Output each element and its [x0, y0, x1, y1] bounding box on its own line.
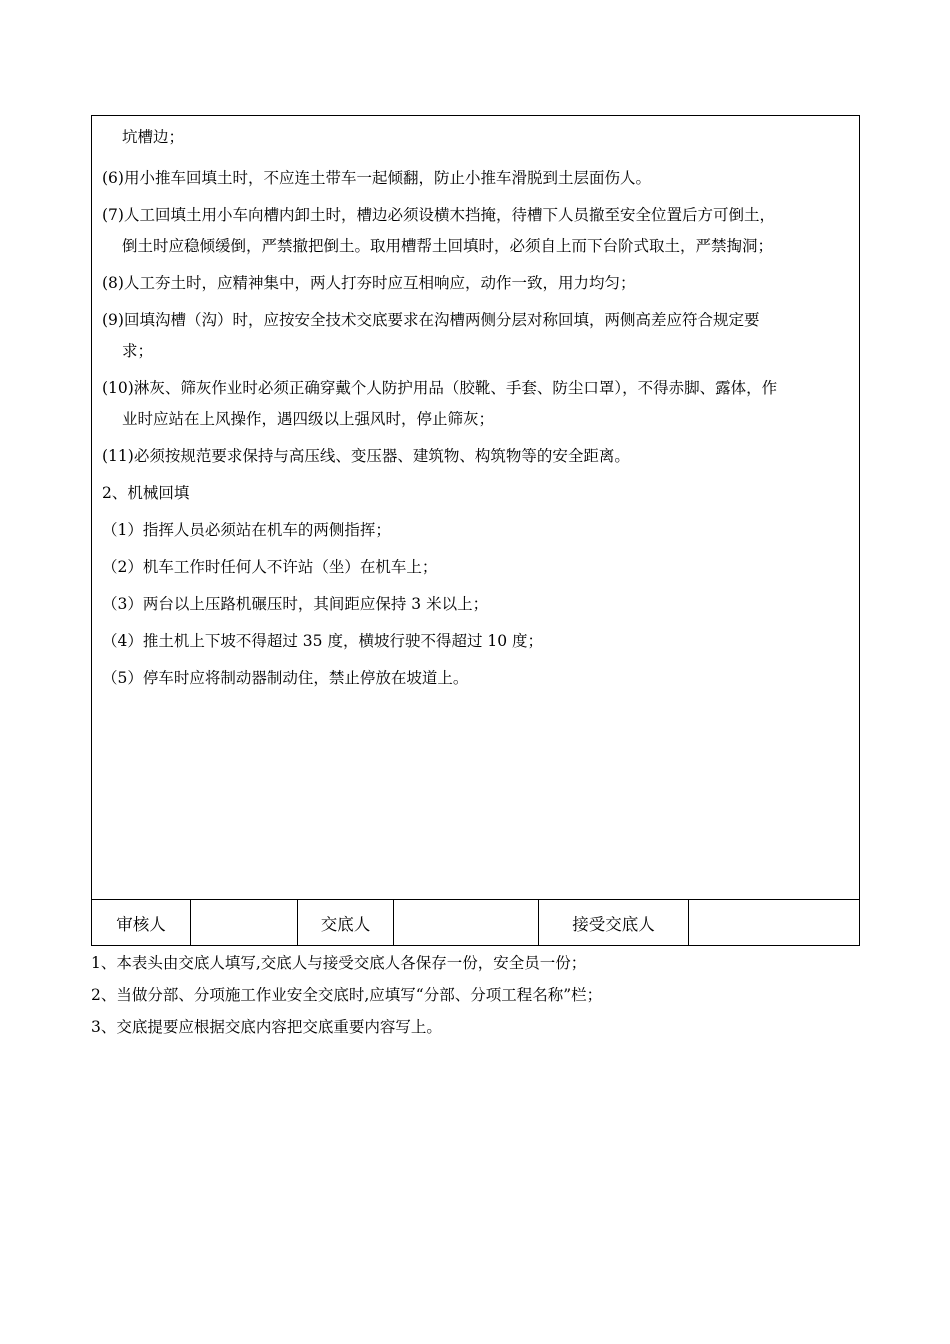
disclosure-form-table [91, 115, 860, 946]
content-line-6: 求； [122, 342, 154, 360]
content-line-11: （1）指挥人员必须站在机车的两侧指挥； [102, 521, 391, 539]
content-line-3: 倒土时应稳倾缓倒，严禁撤把倒土。取用槽帮土回填时，必须自上而下台阶式取土，严禁掏洞； [122, 237, 774, 255]
receiver-label: 接受交底人 [539, 900, 689, 946]
content-line-0: 坑槽边； [122, 128, 185, 146]
discloser-label: 交底人 [298, 900, 394, 946]
reviewer-label: 审核人 [92, 900, 191, 946]
content-line-1: (6)用小推车回填土时，不应连土带车一起倾翻，防止小推车滑脱到土层面伤人。 [102, 169, 651, 187]
section-heading-mechanical-backfill: 2、机械回填 [102, 484, 190, 502]
content-line-14: （4）推土机上下坡不得超过 35 度，横坡行驶不得超过 10 度； [102, 632, 544, 650]
signature-row [92, 900, 860, 946]
content-line-4: (8)人工夯土时，应精神集中，两人打夯时应互相响应，动作一致，用力均匀； [102, 274, 636, 292]
disclosure-content-cell [92, 116, 860, 900]
note-2: 2、当做分部、分项施工作业安全交底时,应填写“分部、分项工程名称”栏； [91, 986, 603, 1004]
content-line-15: （5）停车时应将制动器制动住，禁止停放在坡道上。 [102, 669, 469, 687]
discloser-field[interactable] [394, 900, 539, 946]
form-notes [91, 950, 871, 1046]
note-3: 3、交底提要应根据交底内容把交底重要内容写上。 [91, 1018, 442, 1036]
content-line-9: (11)必须按规范要求保持与高压线、变压器、建筑物、构筑物等的安全距离。 [102, 447, 630, 465]
note-1: 1、本表头由交底人填写,交底人与接受交底人各保存一份，安全员一份； [91, 954, 587, 972]
content-line-5: (9)回填沟槽（沟）时，应按安全技术交底要求在沟槽两侧分层对称回填，两侧高差应符合规定要 [102, 311, 760, 329]
content-line-12: （2）机车工作时任何人不许站（坐）在机车上； [102, 558, 438, 576]
receiver-field[interactable] [689, 900, 860, 946]
content-line-2: (7)人工回填土用小车向槽内卸土时，槽边必须设横木挡掩，待槽下人员撤至安全位置后方可倒土， [102, 206, 775, 224]
reviewer-field[interactable] [191, 900, 298, 946]
disclosure-content [92, 116, 859, 688]
content-line-8: 业时应站在上风操作，遇四级以上强风时，停止筛灰； [122, 410, 495, 428]
content-line-7: (10)淋灰、筛灰作业时必须正确穿戴个人防护用品（胶靴、手套、防尘口罩），不得赤脚、露体，作 [102, 379, 778, 397]
content-line-13: （3）两台以上压路机碾压时，其间距应保持 3 米以上； [102, 595, 489, 613]
